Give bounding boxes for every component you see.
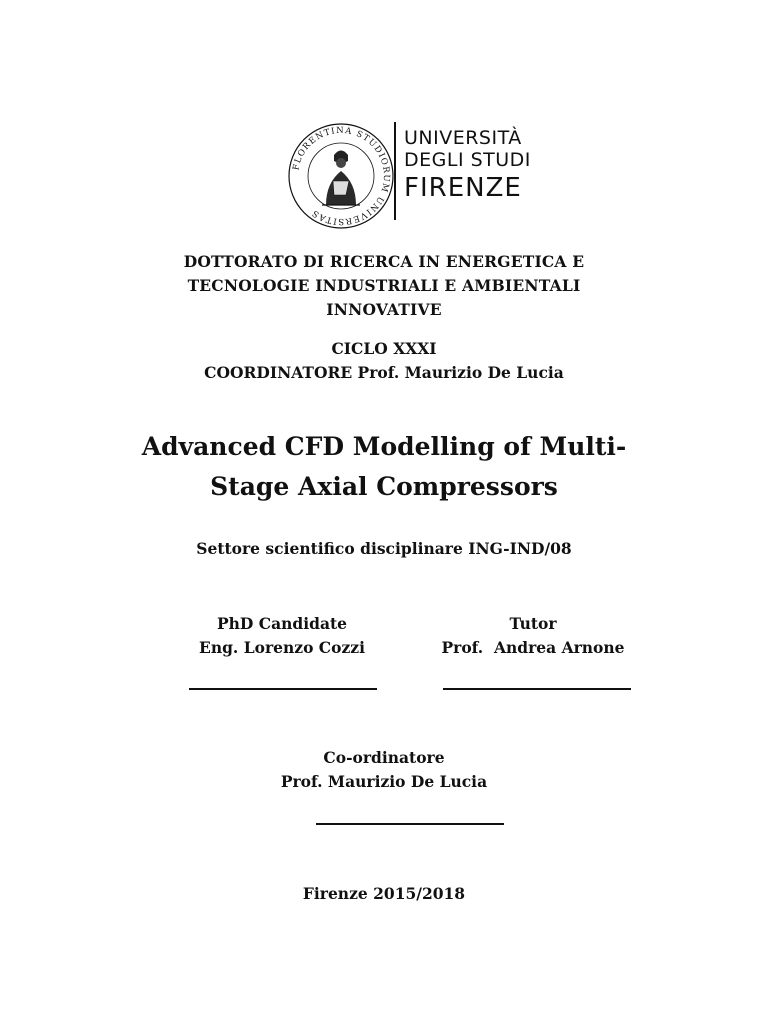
coordinator-line: COORDINATORE Prof. Maurizio De Lucia bbox=[204, 363, 564, 382]
university-name-line-2: DEGLI STUDI bbox=[404, 149, 531, 171]
svg-text:FLORENTINA STUDIORUM UNIVERSIT: FLORENTINA STUDIORUM UNIVERSITAS bbox=[291, 125, 392, 227]
candidate-block bbox=[180, 612, 384, 660]
place-and-years: Firenze 2015/2018 bbox=[302, 884, 466, 903]
tutor-signature-line bbox=[443, 688, 631, 690]
candidate-signature-line bbox=[189, 688, 377, 690]
thesis-title-line-1: Advanced CFD Modelling of Multi- bbox=[141, 432, 627, 461]
cycle: CICLO XXXI bbox=[331, 339, 437, 358]
thesis-title-line-2: Stage Axial Compressors bbox=[210, 472, 558, 501]
tutor-block bbox=[430, 612, 636, 660]
coordinator-name: Prof. Maurizio De Lucia bbox=[280, 772, 488, 791]
tutor-role: Tutor bbox=[509, 614, 557, 633]
university-name-line-3: FIRENZE bbox=[404, 173, 522, 203]
candidate-role: PhD Candidate bbox=[216, 614, 348, 633]
university-name bbox=[404, 127, 531, 205]
program-line-1: DOTTORATO DI RICERCA IN ENERGETICA E bbox=[183, 252, 585, 271]
thesis-title bbox=[0, 427, 768, 507]
university-logo bbox=[286, 118, 536, 227]
doctorate-program bbox=[0, 250, 768, 322]
university-seal-icon bbox=[286, 121, 396, 231]
coordinator-block bbox=[0, 746, 768, 794]
tutor-name: Prof. Andrea Arnone bbox=[441, 638, 625, 657]
logo-divider bbox=[394, 122, 396, 220]
scientific-sector: Settore scientifico disciplinare ING-IND/08 bbox=[196, 539, 572, 558]
program-line-2: TECNOLOGIE INDUSTRIALI E AMBIENTALI bbox=[187, 276, 581, 295]
university-name-line-1: UNIVERSITÀ bbox=[404, 127, 522, 149]
candidate-name: Eng. Lorenzo Cozzi bbox=[199, 638, 365, 657]
cycle-block bbox=[0, 337, 768, 385]
program-line-3: INNOVATIVE bbox=[326, 300, 442, 319]
coordinator-role: Co-ordinatore bbox=[323, 748, 445, 767]
coordinator-signature-line bbox=[316, 823, 504, 825]
